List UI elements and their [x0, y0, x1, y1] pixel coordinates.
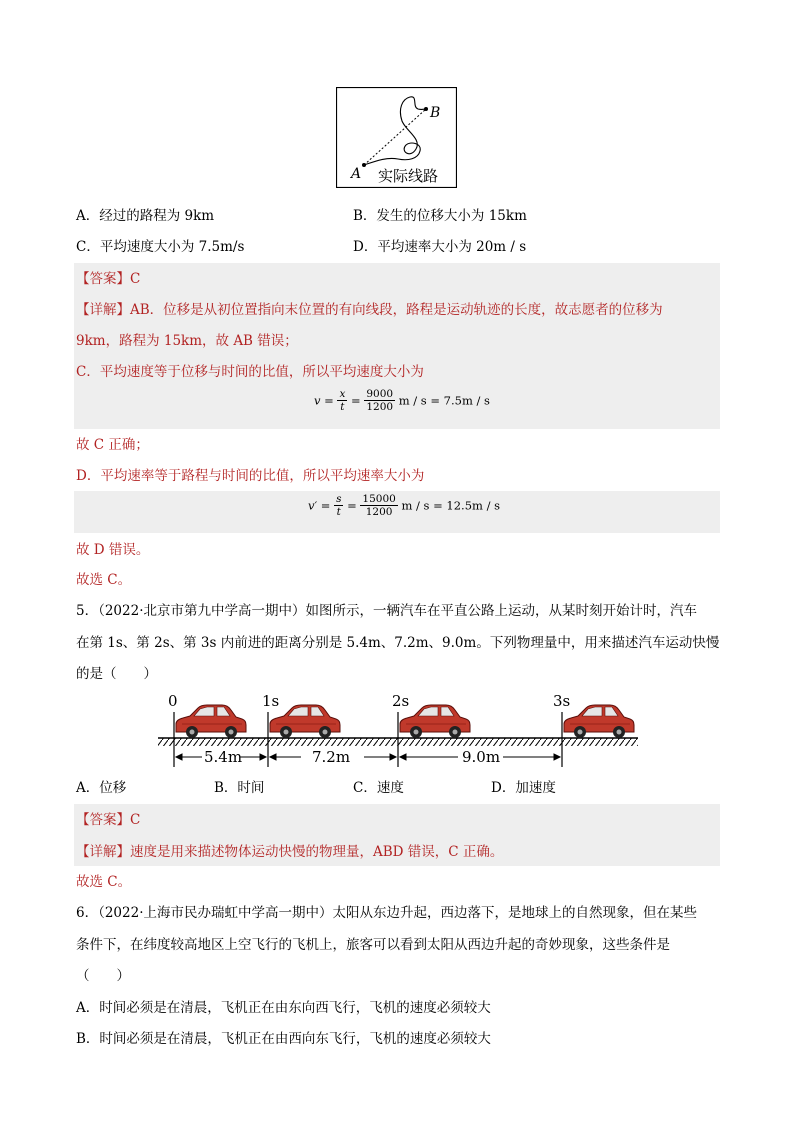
q4-option-d: D．平均速率大小为 20m / s — [353, 239, 527, 255]
formula-lhs: v′ = — [308, 498, 331, 513]
fraction-den: t — [340, 401, 345, 413]
q4-final: 故选 C。 — [76, 572, 132, 588]
detail-tag: 【详解】 — [76, 302, 130, 318]
q4-option-c: C．平均速度大小为 7.5m/s — [76, 239, 245, 255]
q4-option-a: A．经过的路程为 9km — [76, 208, 215, 224]
q4-answer — [76, 269, 140, 289]
fraction-num: s — [336, 493, 342, 505]
detail-text: 速度是用来描述物体运动快慢的物理量，ABD 错误，C 正确。 — [130, 844, 504, 860]
fraction-values — [364, 388, 395, 413]
fraction-den: 1200 — [365, 506, 393, 518]
answer-tag: 【答案】 — [76, 812, 130, 828]
q5-option-a: A．位移 — [76, 780, 127, 796]
formula-eq: = — [347, 498, 357, 513]
distance-label-3: 9.0m — [462, 748, 501, 766]
q5-option-d: D．加速度 — [491, 780, 556, 796]
q6-stem-line1: 6．（2022·上海市民办瑞虹中学高一期中）太阳从东边升起，西边落下，是地球上的自然现象，但在某些 — [76, 905, 697, 921]
answer-value: C — [130, 812, 141, 828]
q5-final: 故选 C。 — [76, 874, 132, 890]
time-label-3s: 3s — [553, 692, 571, 710]
distance-label-1: 5.4m — [204, 748, 243, 766]
fraction-values — [360, 493, 397, 518]
q4-c-explanation: C．平均速度等于位移与时间的比值，所以平均速度大小为 — [76, 364, 424, 380]
q5-option-c: C．速度 — [353, 780, 404, 796]
time-label-0: 0 — [168, 692, 178, 710]
time-label-1s: 1s — [262, 692, 280, 710]
distance-label-2: 7.2m — [312, 748, 351, 766]
formula-lhs: v = — [314, 393, 334, 408]
car-at-0s — [176, 705, 246, 738]
car-figure — [156, 692, 640, 772]
route-figure — [336, 87, 457, 188]
q6-stem-line2: 条件下，在纬度较高地区上空飞行的飞机上，旅客可以看到太阳从西边升起的奇妙现象，这些条件是 — [76, 937, 670, 953]
answer-value: C — [130, 271, 141, 287]
formula-eq: = — [351, 393, 361, 408]
detail-tag: 【详解】 — [76, 844, 130, 860]
q5-stem-line1: 5．（2022·北京市第九中学高一期中）如图所示，一辆汽车在平直公路上运动，从某时刻开始计时，汽车 — [76, 603, 697, 619]
q5-option-b: B．时间 — [214, 780, 265, 796]
q4-c-result: 故 C 正确； — [76, 437, 149, 453]
formula-rhs: m / s = 7.5m / s — [398, 393, 490, 408]
formula-average-speed — [308, 493, 500, 518]
q5-stem-line2: 在第 1s、第 2s、第 3s 内前进的距离分别是 5.4m、7.2m、9.0m。下列物理量中，用来描述汽车运动快慢 — [76, 635, 720, 651]
fraction-num: 15000 — [362, 493, 396, 505]
route-label-a: A — [351, 166, 362, 182]
q6-stem-line3: （ ） — [76, 968, 130, 984]
q4-detail-line1 — [76, 300, 663, 320]
formula-average-velocity — [314, 388, 490, 413]
q4-d-result: 故 D 错误。 — [76, 542, 150, 558]
fraction-x-over-t — [337, 388, 347, 413]
fraction-num: x — [339, 388, 346, 400]
fraction-num: 9000 — [366, 388, 394, 400]
time-label-2s: 2s — [392, 692, 410, 710]
route-caption: 实际线路 — [378, 167, 439, 185]
car-at-1s — [270, 705, 340, 738]
fraction-s-over-t — [334, 493, 343, 518]
route-label-b: B — [430, 105, 441, 121]
car-at-2s — [400, 705, 470, 738]
q5-stem-line3: 的是（ ） — [76, 666, 157, 682]
q4-d-explanation: D．平均速率等于路程与时间的比值，所以平均速率大小为 — [76, 468, 425, 484]
fraction-den: 1200 — [366, 401, 394, 413]
q5-detail — [76, 842, 503, 862]
q6-option-a: A．时间必须是在清晨，飞机正在由东向西飞行，飞机的速度必须较大 — [76, 1000, 491, 1016]
q6-option-b: B．时间必须是在清晨，飞机正在由西向东飞行，飞机的速度必须较大 — [76, 1031, 491, 1047]
q4-detail-line2: 9km，路程为 15km，故 AB 错误； — [76, 333, 298, 349]
car-at-3s — [564, 705, 634, 738]
detail-text: AB．位移是从初位置指向末位置的有向线段，路程是运动轨迹的长度，故志愿者的位移为 — [130, 302, 663, 318]
q4-option-b: B．发生的位移大小为 15km — [353, 208, 527, 224]
fraction-den: t — [336, 506, 341, 518]
q5-answer — [76, 810, 140, 830]
answer-tag: 【答案】 — [76, 271, 130, 287]
formula-rhs: m / s = 12.5m / s — [401, 498, 501, 513]
